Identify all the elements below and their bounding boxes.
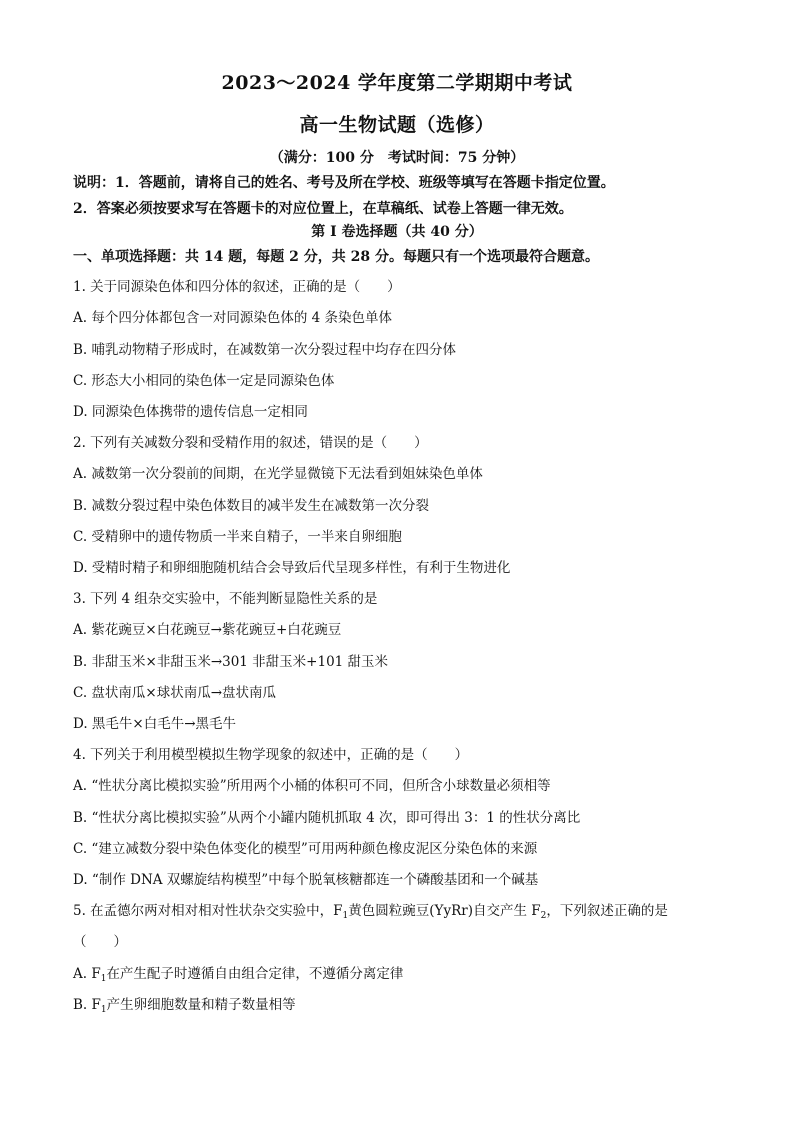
question-4-option-b: B. “性状分离比模拟实验”从两个小罐内随机抓取 4 次，即可得出 3：1 的性状分离比 bbox=[73, 810, 581, 826]
question-4-option-d: D. “制作 DNA 双螺旋结构模型”中每个脱氧核糖都连一个磷酸基团和一个碱基 bbox=[73, 872, 539, 888]
question-5-stem bbox=[73, 899, 668, 921]
question-2-option-b: B. 减数分裂过程中染色体数目的减半发生在减数第一次分裂 bbox=[73, 498, 430, 514]
question-1-option-b: B. 哺乳动物精子形成时，在减数第一次分裂过程中均存在四分体 bbox=[73, 342, 457, 358]
question-5-option-a bbox=[73, 962, 403, 984]
question-4-option-a: A. “性状分离比模拟实验”所用两个小桶的体积可不同，但所含小球数量必须相等 bbox=[73, 778, 551, 794]
question-5-answer-paren: （ ） bbox=[73, 934, 127, 950]
question-5-option-a-part-1: A. F bbox=[73, 966, 101, 982]
question-1-stem: 1. 关于同源染色体和四分体的叙述，正确的是（ ） bbox=[73, 279, 401, 295]
question-5-option-b-part-2: 产生卵细胞数量和精子数量相等 bbox=[106, 997, 296, 1013]
instruction-note-1: 说明：1．答题前，请将自己的姓名、考号及所在学校、班级等填写在答题卡指定位置。 bbox=[73, 175, 615, 191]
question-1-option-a: A. 每个四分体都包含一对同源染色体的 4 条染色单体 bbox=[73, 310, 393, 326]
question-2-option-c: C. 受精卵中的遗传物质一半来自精子，一半来自卵细胞 bbox=[73, 529, 402, 545]
question-4-option-c: C. “建立减数分裂中染色体变化的模型”可用两种颜色橡皮泥区分染色体的来源 bbox=[73, 841, 538, 857]
subscript-2: 2 bbox=[540, 911, 547, 921]
question-5-option-b-part-1: B. F bbox=[73, 997, 101, 1013]
part-title: 一、单项选择题：共 14 题，每题 2 分，共 28 分。每题只有一个选项最符合题意。 bbox=[73, 249, 599, 265]
question-5-option-a-part-2: 在产生配子时遵循自由组合定律，不遵循分离定律 bbox=[106, 966, 404, 982]
question-1-option-c: C. 形态大小相同的染色体一定是同源染色体 bbox=[73, 373, 335, 389]
subscript-1: 1 bbox=[100, 1005, 107, 1015]
subscript-1: 1 bbox=[100, 974, 107, 984]
question-5-option-b bbox=[73, 993, 296, 1015]
question-3-stem: 3. 下列 4 组杂交实验中，不能判断显隐性关系的是 bbox=[73, 591, 378, 607]
question-5-stem-part-3: ，下列叙述正确的是 bbox=[546, 903, 668, 919]
instruction-note-2: 2．答案必须按要求写在答题卡的对应位置上，在草稿纸、试卷上答题一律无效。 bbox=[73, 201, 573, 217]
question-3-option-d: D. 黑毛牛×白毛牛→黑毛牛 bbox=[73, 716, 237, 732]
exam-subtitle: 高一生物试题（选修） bbox=[299, 114, 495, 136]
subscript-1: 1 bbox=[342, 911, 349, 921]
question-2-stem: 2. 下列有关减数分裂和受精作用的叙述，错误的是（ ） bbox=[73, 435, 428, 451]
score-time-info: （满分：100 分 考试时间：75 分钟） bbox=[269, 150, 525, 166]
question-2-option-d: D. 受精时精子和卵细胞随机结合会导致后代呈现多样性，有利于生物进化 bbox=[73, 560, 511, 576]
section-title: 第 I 卷选择题（共 40 分） bbox=[311, 224, 483, 240]
exam-title: 2023～2024 学年度第二学期期中考试 bbox=[221, 72, 573, 94]
question-2-option-a: A. 减数第一次分裂前的间期，在光学显微镜下无法看到姐妹染色单体 bbox=[73, 466, 483, 482]
question-3-option-b: B. 非甜玉米×非甜玉米→301 非甜玉米+101 甜玉米 bbox=[73, 654, 389, 670]
question-3-option-a: A. 紫花豌豆×白花豌豆→紫花豌豆+白花豌豆 bbox=[73, 622, 342, 638]
question-5-stem-part-1: 5. 在孟德尔两对相对相对性状杂交实验中，F bbox=[73, 903, 343, 919]
question-5-stem-part-2: 黄色圆粒豌豆(YyRr)自交产生 F bbox=[348, 903, 541, 919]
question-3-option-c: C. 盘状南瓜×球状南瓜→盘状南瓜 bbox=[73, 685, 277, 701]
question-4-stem: 4. 下列关于利用模型模拟生物学现象的叙述中，正确的是（ ） bbox=[73, 747, 469, 763]
question-1-option-d: D. 同源染色体携带的遗传信息一定相同 bbox=[73, 404, 308, 420]
